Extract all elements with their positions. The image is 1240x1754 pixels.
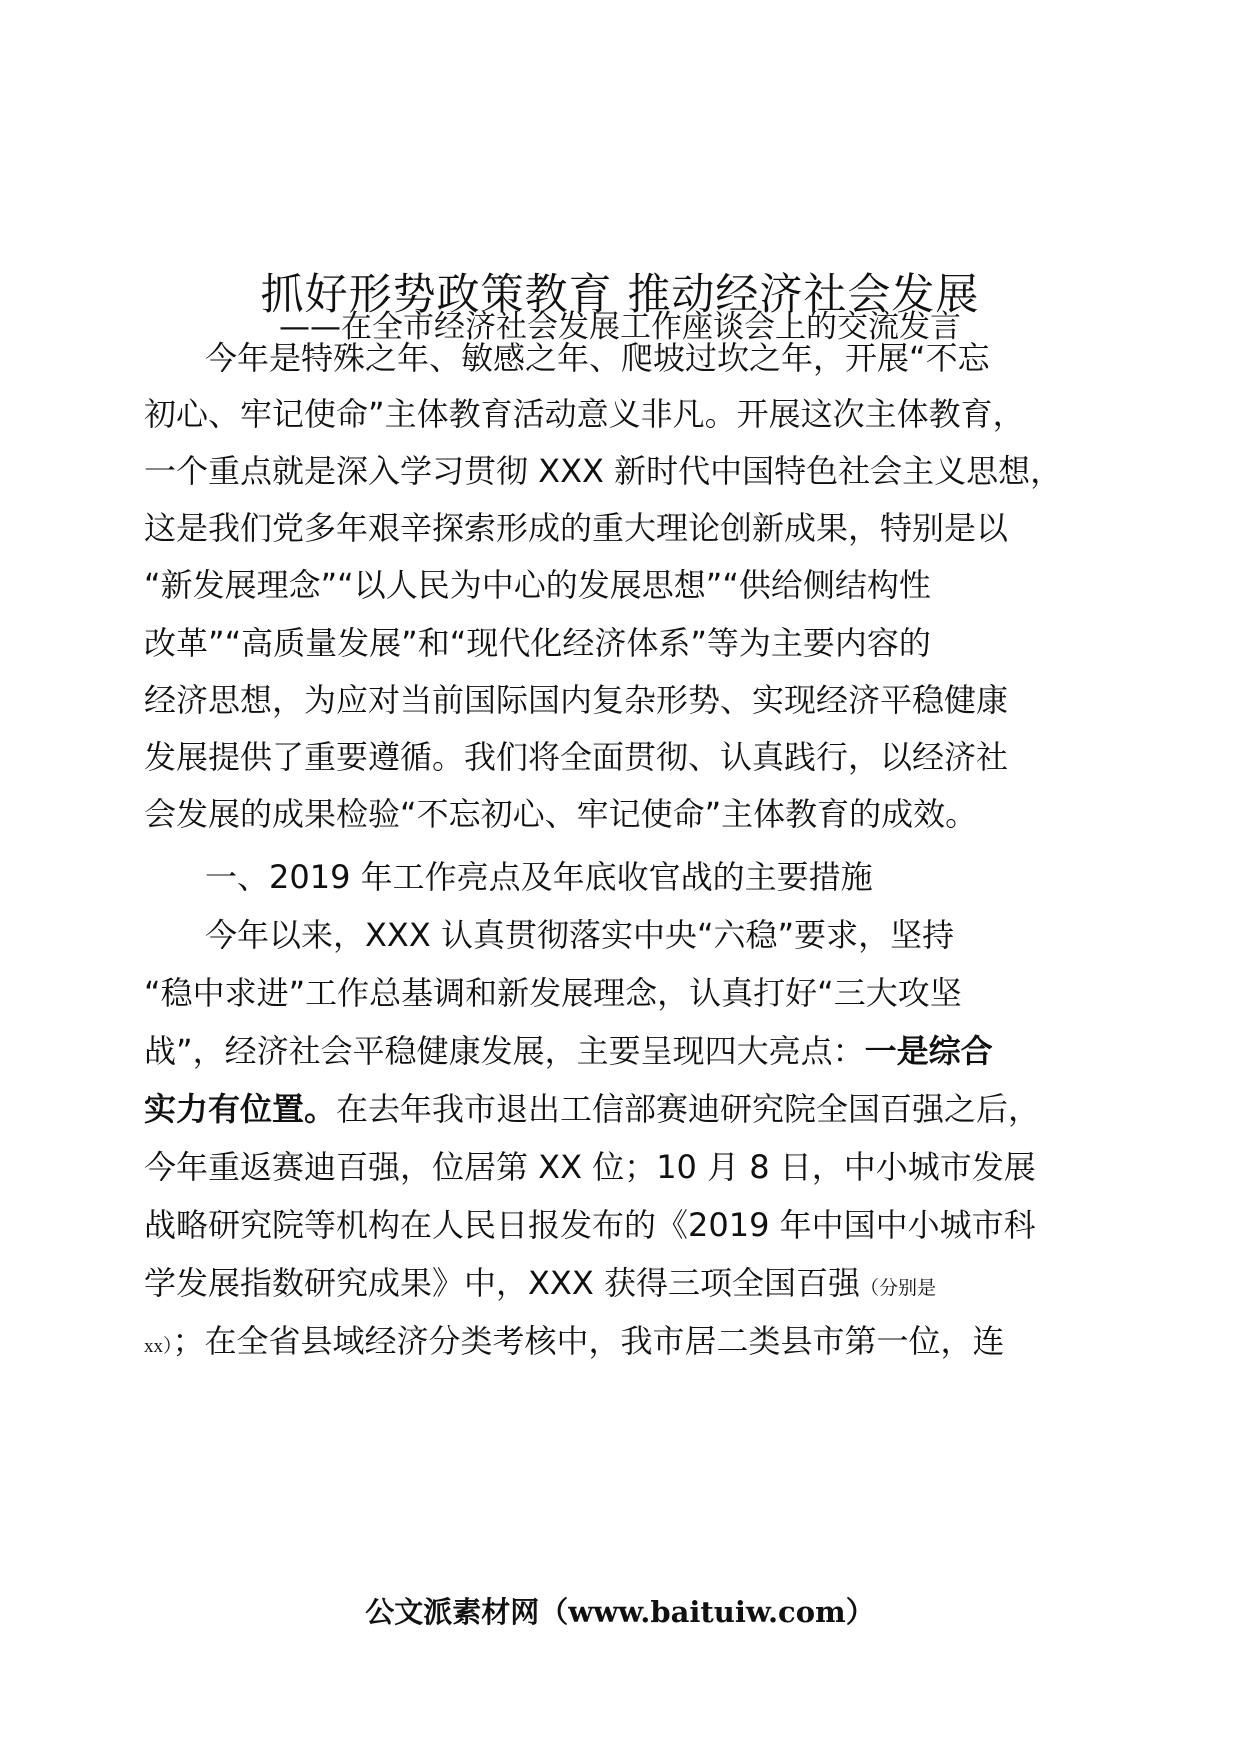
body-line: “稳中求进”工作总基调和新发展理念，认真打好“三大攻坚 [144, 974, 962, 1012]
body-text: ；在全省县域经济分类考核中，我市居二类县市第一位，连 [172, 1322, 1005, 1360]
document-subtitle: ——在全市经济社会发展工作座谈会上的交流发言 [279, 309, 961, 345]
highlight-heading: 一是综合 [864, 1032, 993, 1070]
body-line: 经济思想，为应对当前国际国内复杂形势、实现经济平稳健康 [144, 681, 1009, 719]
body-line: “新发展理念”“以人民为中心的发展思想”“供给侧结构性 [144, 566, 931, 604]
body-line: 这是我们党多年艰辛探索形成的重大理论创新成果，特别是以 [144, 509, 1009, 547]
body-text: 在去年我市退出工信部赛迪研究院全国百强之后， [336, 1090, 1041, 1128]
body-line [144, 1261, 1240, 1305]
body-line: 今年以来，XXX 认真贯彻落实中央“六稳”要求，坚持 [205, 916, 955, 954]
body-line: 一个重点就是深入学习贯彻 XXX 新时代中国特色社会主义思想， [144, 452, 1063, 490]
body-line: 今年重返赛迪百强，位居第 XX 位；10 月 8 日，中小城市发展 [144, 1148, 1036, 1186]
body-line [144, 1087, 1240, 1131]
body-text: 学发展指数研究成果》中，XXX 获得三项全国百强 [144, 1264, 860, 1302]
body-text: 战”，经济社会平稳健康发展，主要呈现四大亮点： [144, 1032, 865, 1070]
body-line: 今年是特殊之年、敏感之年、爬坡过坎之年，开展“不忘 [205, 339, 990, 377]
section-heading: 一、2019 年工作亮点及年底收官战的主要措施 [205, 858, 873, 896]
body-line: 改革”“高质量发展”和“现代化经济体系”等为主要内容的 [144, 624, 931, 662]
body-line: 会发展的成果检验“不忘初心、牢记使命”主体教育的成效。 [144, 795, 978, 833]
inline-note: （分别是 [859, 1277, 936, 1299]
body-line: 战略研究院等机构在人民日报发布的《2019 年中国中小城市科 [144, 1206, 1036, 1244]
highlight-heading: 实力有位置。 [144, 1090, 337, 1128]
footer-source: 公文派素材网（www.baituiw.com） [365, 1595, 875, 1629]
body-line: 初心、牢记使命”主体教育活动意义非凡。开展这次主体教育， [144, 395, 1025, 433]
body-line [144, 1319, 1240, 1363]
body-line [144, 1029, 1240, 1073]
document-title: 抓好形势政策教育 推动经济社会发展 [260, 269, 980, 320]
body-line: 发展提供了重要遵循。我们将全面贯彻、认真践行，以经济社 [144, 738, 1009, 776]
inline-note: xx） [144, 1336, 173, 1357]
